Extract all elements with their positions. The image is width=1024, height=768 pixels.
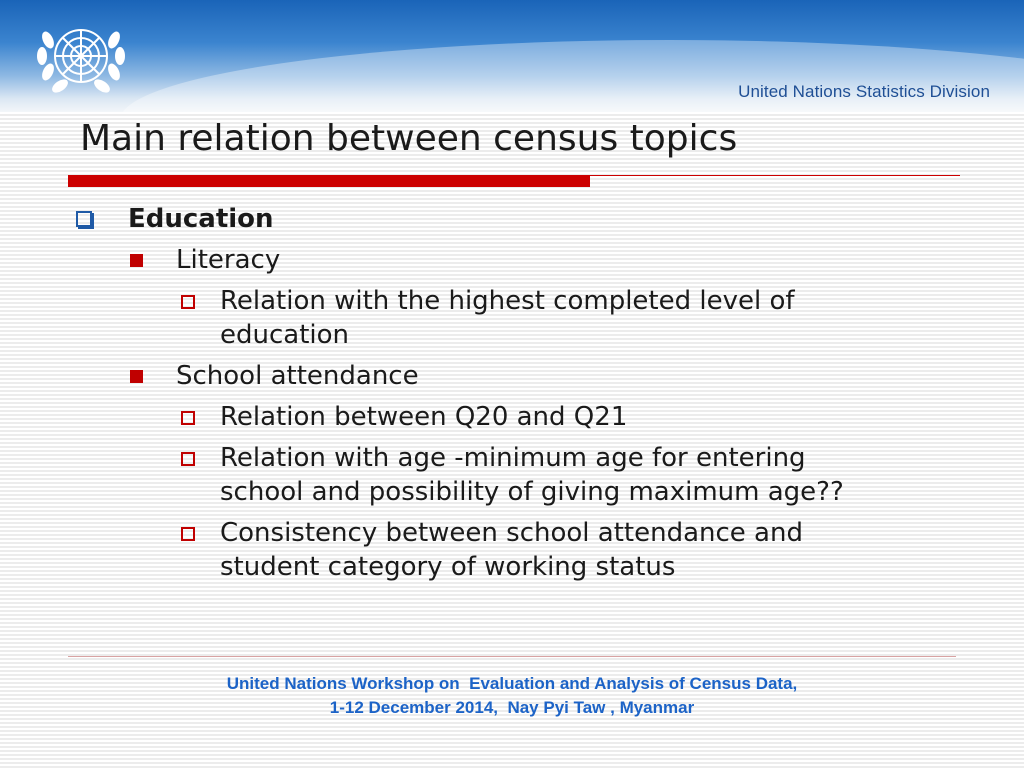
hollow-square-bullet-icon [181, 295, 195, 309]
footer [0, 672, 1024, 720]
subtopic-label: School attendance [176, 361, 419, 391]
hollow-square-bullet-icon [181, 411, 195, 425]
footer-line-2: 1-12 December 2014, Nay Pyi Taw , Myanmar [329, 698, 695, 717]
point-line: Relation with the highest completed level of [220, 286, 795, 316]
point-line: Relation with age -minimum age for entering [220, 443, 806, 473]
slide-title: Main relation between census topics [80, 118, 738, 159]
title-accent-bar [68, 175, 590, 187]
subtopic-label: Literacy [176, 245, 281, 275]
point-line: school and possibility of giving maximum age?? [220, 477, 844, 507]
point-line: Relation between Q20 and Q21 [220, 402, 628, 432]
hollow-square-bullet-icon [181, 527, 195, 541]
square-bullet-icon [130, 254, 143, 267]
topic-heading: Education [128, 204, 274, 234]
checkbox-bullet-icon [76, 211, 92, 227]
point-line: Consistency between school attendance and [220, 518, 803, 548]
un-emblem-icon [26, 10, 136, 102]
footer-divider [68, 656, 956, 657]
organization-label: United Nations Statistics Division [738, 82, 990, 101]
point-line: student category of working status [220, 552, 676, 582]
title-accent-line [590, 175, 960, 176]
square-bullet-icon [130, 370, 143, 383]
point-line: education [220, 320, 350, 350]
footer-line-1: United Nations Workshop on Evaluation and Analysis of Census Data, [226, 674, 798, 693]
header-banner [0, 0, 1024, 112]
hollow-square-bullet-icon [181, 452, 195, 466]
